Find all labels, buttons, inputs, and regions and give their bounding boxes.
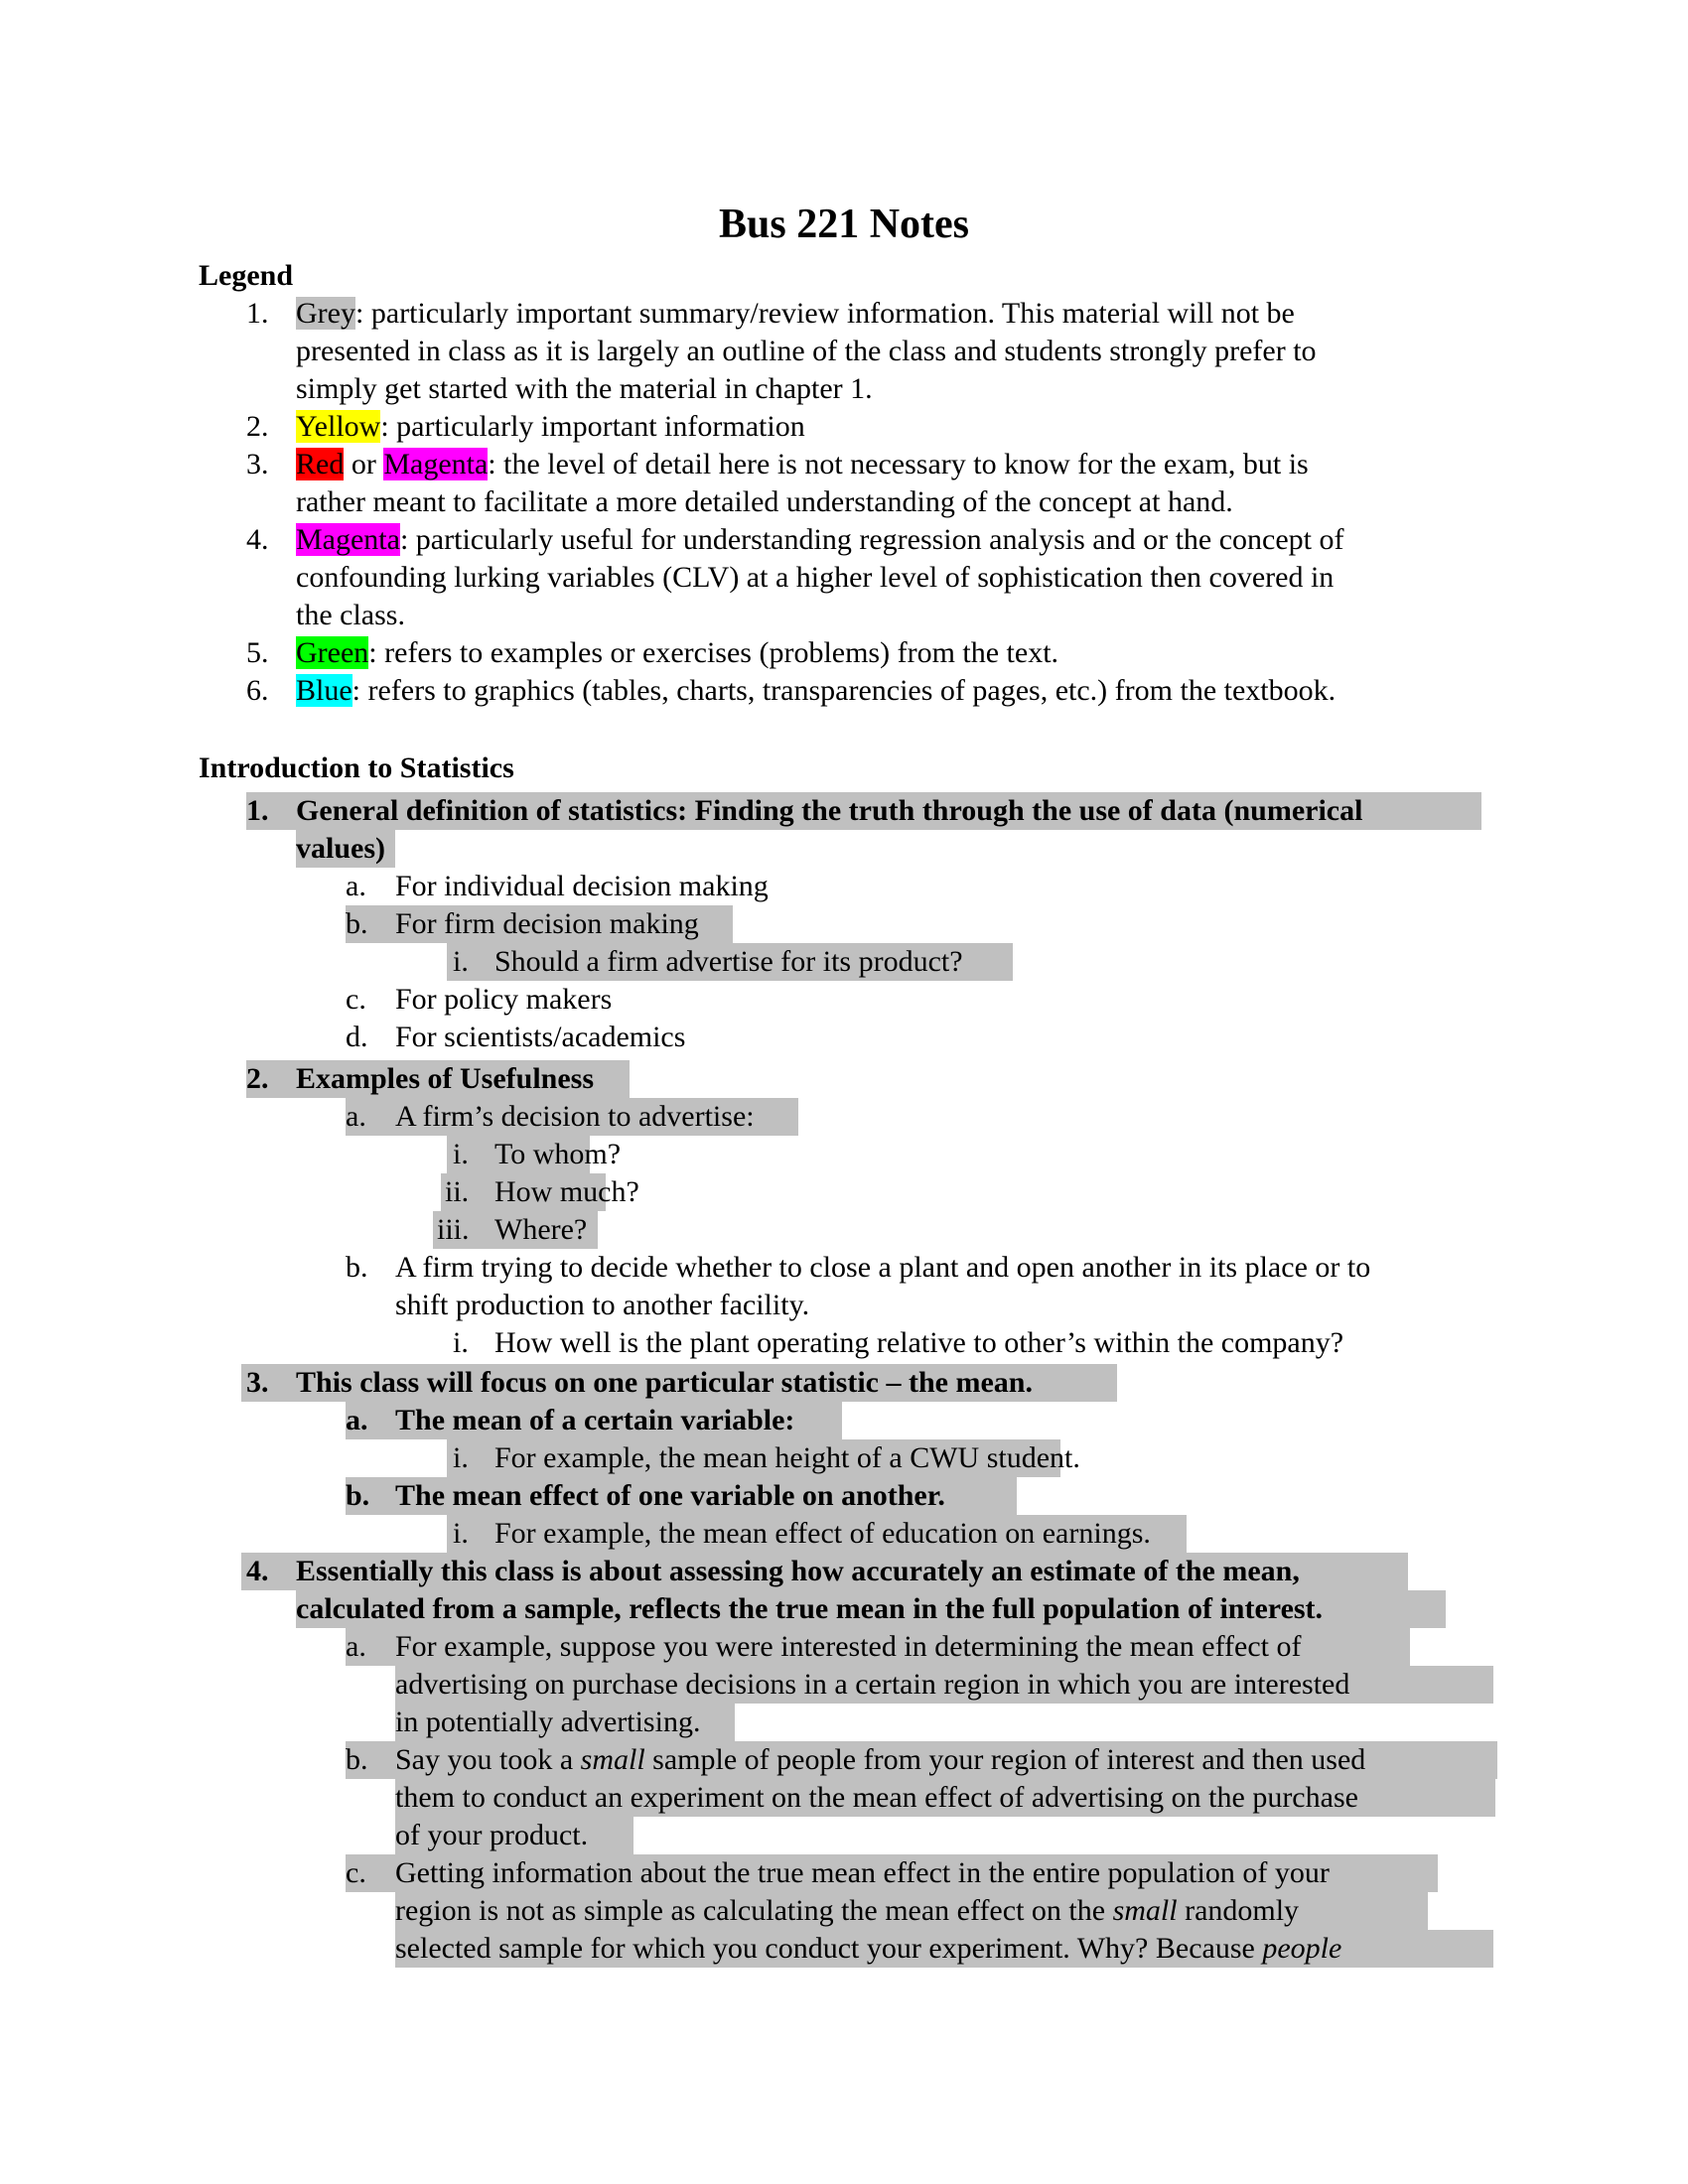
legend-item-4-number: 4. [246, 523, 269, 556]
list-item: For example, suppose you were interested in determining the mean effect of [395, 1630, 1302, 1663]
section-2-number: 2. [246, 1062, 269, 1095]
list-item: Should a firm advertise for its product? [494, 945, 963, 978]
list-item-line-3: selected sample for which you conduct your experiment. Why? Because people [395, 1932, 1342, 1965]
legend-key-red: Red [296, 448, 345, 480]
list-item-line-2: them to conduct an experiment on the mean effect of advertising on the purchase [395, 1781, 1358, 1814]
section-3-title: This class will focus on one particular statistic – the mean. [296, 1366, 1033, 1399]
section-4-title: Essentially this class is about assessing how accurately an estimate of the mean, [296, 1555, 1300, 1587]
list-item-line-2: shift production to another facility. [395, 1289, 810, 1321]
legend-item-3-line-2: rather meant to facilitate a more detailed understanding of the concept at hand. [296, 485, 1233, 518]
legend-item-5-number: 5. [246, 636, 269, 669]
item-letter: a. [346, 870, 366, 902]
list-item: For policy makers [395, 983, 613, 1016]
legend-key-magenta: Magenta [296, 523, 400, 556]
legend-item-4-line-2: confounding lurking variables (CLV) at a higher level of sophistication then covered in [296, 561, 1335, 594]
legend-key-green: Green [296, 636, 369, 669]
list-item: How well is the plant operating relative to other’s within the company? [494, 1326, 1344, 1359]
legend-key-grey: Grey [296, 297, 355, 330]
item-letter: b. [346, 1251, 368, 1284]
item-letter: c. [346, 1856, 366, 1889]
legend-item-1-line-3: simply get started with the material in chapter 1. [296, 372, 873, 405]
legend-heading: Legend [199, 259, 294, 292]
item-letter: a. [346, 1100, 366, 1133]
item-roman: iii. [437, 1213, 470, 1246]
item-roman: i. [453, 945, 469, 978]
item-letter: c. [346, 983, 366, 1016]
legend-item-6-number: 6. [246, 674, 269, 707]
item-roman: i. [453, 1441, 469, 1474]
emphasis: small [1112, 1894, 1178, 1927]
list-item-line-3: of your product. [395, 1819, 589, 1851]
legend-item-6: Blue: refers to graphics (tables, charts, transparencies of pages, etc.) from the textbook. [296, 674, 1336, 707]
section-1-title: General definition of statistics: Finding the truth through the use of data (numerical [296, 794, 1363, 827]
list-item: Getting information about the true mean effect in the entire population of your [395, 1856, 1330, 1889]
list-item: A firm’s decision to advertise: [395, 1100, 755, 1133]
item-letter: a. [346, 1404, 368, 1436]
list-item: The mean effect of one variable on another. [395, 1479, 945, 1512]
legend-item-5: Green: refers to examples or exercises (problems) from the text. [296, 636, 1059, 669]
item-letter: b. [346, 907, 368, 940]
section-4-number: 4. [246, 1555, 269, 1587]
item-letter: b. [346, 1743, 368, 1776]
legend-key-yellow: Yellow [296, 410, 381, 443]
legend-item-2-number: 2. [246, 410, 269, 443]
legend-item-2: Yellow: particularly important information [296, 410, 805, 443]
section-4-title-line-2: calculated from a sample, reflects the true mean in the full population of interest. [296, 1592, 1324, 1625]
item-roman: ii. [445, 1175, 470, 1208]
list-item: Where? [494, 1213, 588, 1246]
list-item: The mean of a certain variable: [395, 1404, 795, 1436]
list-item-line-3: in potentially advertising. [395, 1706, 701, 1738]
list-item-line-2: advertising on purchase decisions in a certain region in which you are interested [395, 1668, 1350, 1701]
item-roman: i. [453, 1138, 469, 1170]
emphasis: small [580, 1743, 645, 1776]
item-letter: b. [346, 1479, 370, 1512]
section-3-number: 3. [246, 1366, 269, 1399]
legend-item-4-line-3: the class. [296, 599, 405, 631]
list-item-line-2: region is not as simple as calculating the mean effect on the small randomly [395, 1894, 1300, 1927]
list-item: For example, the mean effect of education on earnings. [494, 1517, 1151, 1550]
item-letter: d. [346, 1021, 368, 1053]
legend-item-1-line-2: presented in class as it is largely an outline of the class and students strongly prefer to [296, 335, 1317, 367]
legend-item-1-number: 1. [246, 297, 269, 330]
list-item: A firm trying to decide whether to close a plant and open another in its place or to [395, 1251, 1371, 1284]
legend-item-1: Grey: particularly important summary/review information. This material will not be [296, 297, 1295, 330]
page-title: Bus 221 Notes [718, 202, 970, 247]
list-item: How much? [494, 1175, 639, 1208]
list-item: For scientists/academics [395, 1021, 686, 1053]
item-roman: i. [453, 1326, 469, 1359]
legend-key-magenta: Magenta [383, 448, 489, 480]
list-item: Say you took a small sample of people from your region of interest and then used [395, 1743, 1366, 1776]
intro-heading: Introduction to Statistics [199, 751, 514, 784]
section-2-title: Examples of Usefulness [296, 1062, 595, 1095]
emphasis: people [1262, 1932, 1342, 1965]
legend-item-3-number: 3. [246, 448, 269, 480]
list-item: To whom? [494, 1138, 622, 1170]
section-1-title-line-2: values) [296, 832, 385, 865]
legend-item-3: Red or Magenta: the level of detail here is not necessary to know for the exam, but is [296, 448, 1309, 480]
legend-item-4: Magenta: particularly useful for understanding regression analysis and or the concept of [296, 523, 1344, 556]
item-roman: i. [453, 1517, 469, 1550]
list-item: For firm decision making [395, 907, 699, 940]
list-item: For example, the mean height of a CWU student. [494, 1441, 1080, 1474]
section-1-number: 1. [246, 794, 269, 827]
item-letter: a. [346, 1630, 366, 1663]
legend-key-blue: Blue [296, 674, 352, 707]
list-item: For individual decision making [395, 870, 769, 902]
